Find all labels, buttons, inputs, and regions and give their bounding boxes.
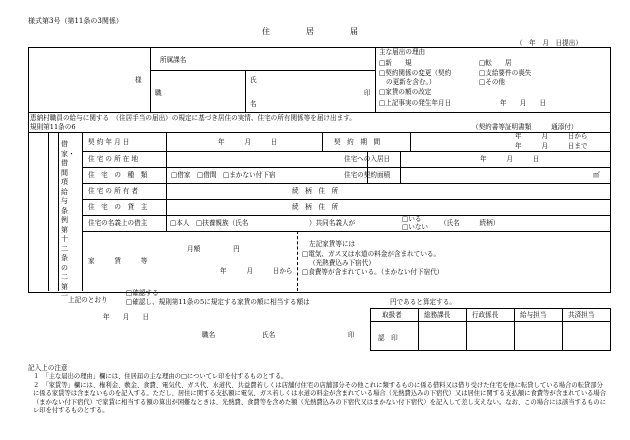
submission-date: （ 年 月 日提出） bbox=[516, 39, 582, 47]
rule bbox=[82, 132, 83, 291]
rule bbox=[82, 167, 610, 168]
rule bbox=[466, 308, 467, 350]
lessor-relation-address: 続 柄 住 所 bbox=[292, 203, 339, 211]
rent-note-head: 左記家賃等には bbox=[309, 240, 356, 248]
reason-occurred-date[interactable]: □上記事実の発生年月日 bbox=[379, 99, 452, 107]
rule bbox=[297, 231, 298, 291]
confirm-ymd: 年 月 日 bbox=[103, 313, 150, 321]
type-label: 住 宅 の 種 類 bbox=[88, 171, 148, 179]
rule bbox=[400, 151, 401, 183]
owner-label: 住 宅 の 所 有 者 bbox=[88, 187, 139, 195]
rent-note-utilities-sub: （光熱費込み下宿代） bbox=[309, 259, 375, 267]
contract-doc-note: （契約書等証明書類 通添付） bbox=[472, 123, 578, 131]
dept-field[interactable] bbox=[205, 52, 370, 66]
borrower-label: 住宅の名義上の借主 bbox=[88, 219, 148, 227]
reason-transfer[interactable]: □転 居 bbox=[479, 59, 512, 67]
rule bbox=[82, 215, 610, 216]
contract-date-label: 契 約 年 月 日 bbox=[88, 138, 130, 146]
rent-monthly[interactable]: 月額 円 bbox=[187, 245, 240, 253]
rent-note-utilities[interactable]: □電気、ガス又は水道の料金が含まれている。 bbox=[302, 250, 441, 258]
rule bbox=[418, 308, 419, 350]
move-in-value[interactable]: 年 月 日 bbox=[480, 155, 540, 163]
intro-line1: 恵納村職員の給与に関する （住居手当の届出）の規定に基づき居住の実情、住宅の所有関係等を届け出ます。 bbox=[30, 114, 356, 122]
sama-label: 様 bbox=[135, 76, 142, 84]
approval-header-3: 給与担当 bbox=[520, 311, 547, 319]
rule bbox=[48, 132, 49, 291]
rule bbox=[166, 132, 167, 231]
rule bbox=[82, 199, 610, 200]
rule bbox=[82, 151, 610, 152]
rule bbox=[28, 112, 610, 113]
reason-payment-lost[interactable]: □支給要件の喪失 bbox=[479, 69, 532, 77]
move-in-label: 住宅への入居日 bbox=[344, 155, 391, 163]
location-field[interactable] bbox=[170, 153, 360, 165]
confirm-opt2[interactable]: □確認し、規則第11条の5に規定する家賃の額に相当する額は bbox=[126, 298, 310, 306]
lessor-label: 住 宅 の 貸 主 bbox=[88, 203, 148, 211]
confirm-name: 氏名 bbox=[262, 331, 276, 339]
approval-header-4: 共済担当 bbox=[568, 311, 595, 319]
rule bbox=[410, 132, 411, 151]
co-borrower-label: ）共同名義人が bbox=[309, 219, 356, 227]
rule bbox=[150, 47, 151, 112]
name-label-b: 名 bbox=[250, 100, 257, 108]
contract-date-value[interactable]: 年 月 日 bbox=[218, 138, 278, 146]
confirm-label: 上記のとおり bbox=[68, 296, 108, 304]
rule bbox=[245, 70, 246, 112]
note-2: ２ 「家賃等」欄には、権利金、敷金、食費、電気代、ガス代、水道代、共益費若しくは店舗付住宅の店舗部分その他これに類するものに係る借料又は借り受けた住宅を他に転貸している場合の転貸部分に係る家賃等は含まないものを記入する。ただし、居住に関する支払額に電気、ガス若しくは水道の料金が含まれている場合（光熱費込みの下宿代）又は居住に関する支払額に食費等が含まれている場合（まかない付下宿代）で家賃に相当する額の算出が困難なときは、光熱費、食費等を含めた額（光熱費込みの下宿代又はまかない付下宿代）を記入して差し支えない。なお、この場合には該当するものにレ印を付するものとする。 bbox=[33, 382, 607, 414]
reason-new[interactable]: □新 規 bbox=[379, 59, 412, 67]
reason-rent-change[interactable]: □家賃の額の改定 bbox=[379, 88, 432, 96]
confirm-yen-tail: 円であると算定する。 bbox=[390, 298, 456, 306]
rule bbox=[375, 47, 376, 112]
reason-contract-change-sub: の更新を含む。） bbox=[386, 78, 436, 86]
rent-label: 家 賃 等 bbox=[88, 257, 148, 265]
approval-header-0: 取扱者 bbox=[382, 311, 402, 319]
note-1: １ 「主な届出の理由」欄には、住居届の主な理由の□についてレ印を付するものとする。 bbox=[33, 373, 288, 380]
area-label: 住宅の契約面積 bbox=[344, 171, 391, 179]
co-borrower-exists[interactable]: □いる bbox=[402, 215, 422, 223]
type-options[interactable]: □借家 □借間 □まかない付下宿 bbox=[171, 171, 276, 179]
reason-ymd: 年 月 日 bbox=[500, 99, 547, 107]
rule bbox=[82, 231, 610, 232]
rule bbox=[82, 183, 610, 184]
reason-contract-change[interactable]: □契約関係の変更（契約 bbox=[379, 69, 452, 77]
reason-header: 主な届出の理由 bbox=[379, 48, 426, 56]
rule bbox=[370, 321, 610, 322]
location-label: 住 宅 の 所 在 地 bbox=[88, 155, 139, 163]
side-label: 借家・借間 項給与条例第十二条の二第一 bbox=[61, 140, 75, 300]
job-label: 職 bbox=[155, 89, 162, 97]
intro-line2: 規則第11条の6 bbox=[30, 123, 76, 131]
rule bbox=[58, 132, 59, 291]
rule bbox=[150, 70, 375, 71]
dept-label: 所属課名 bbox=[160, 56, 187, 64]
co-borrower-not-exists[interactable]: □いない bbox=[402, 223, 429, 231]
seal-label: 印 bbox=[364, 89, 371, 97]
co-borrower-name-relation: （氏名 続柄） bbox=[440, 219, 500, 227]
rule bbox=[322, 132, 323, 151]
approval-header-1: 総務課長 bbox=[424, 311, 451, 319]
form-id: 様式第3号（第11条の3関係） bbox=[28, 17, 123, 25]
borrower-options[interactable]: □本人 □扶養親族（氏名 bbox=[170, 219, 249, 227]
name-label-a: 氏 bbox=[250, 76, 257, 84]
period-to[interactable]: 年 月 日まで bbox=[515, 142, 588, 150]
approval-seal-label: 認 印 bbox=[378, 334, 398, 342]
confirm-job: 職名 bbox=[202, 331, 216, 339]
page-title: 住 居 届 bbox=[262, 27, 372, 36]
area-unit: ㎡ bbox=[593, 171, 600, 179]
name-field[interactable] bbox=[262, 74, 357, 108]
rule bbox=[514, 308, 515, 350]
confirm-opt1[interactable]: □確認する bbox=[126, 289, 159, 297]
period-from[interactable]: 年 月 日から bbox=[515, 132, 588, 140]
reason-other[interactable]: □その他 bbox=[479, 78, 506, 86]
confirm-seal: 印 bbox=[348, 331, 355, 339]
contract-period-label: 契 約 期 間 bbox=[334, 138, 381, 146]
rent-note-meals[interactable]: □食費等が含まれている。（まかない付下宿代） bbox=[302, 268, 444, 276]
rule bbox=[562, 308, 563, 350]
rent-from-date[interactable]: 年 月 日から bbox=[220, 267, 293, 275]
notes-head: 記入上の注意 bbox=[28, 364, 68, 372]
approval-header-2: 行政係長 bbox=[472, 311, 499, 319]
owner-relation-address: 続 柄 住 所 bbox=[292, 187, 339, 195]
